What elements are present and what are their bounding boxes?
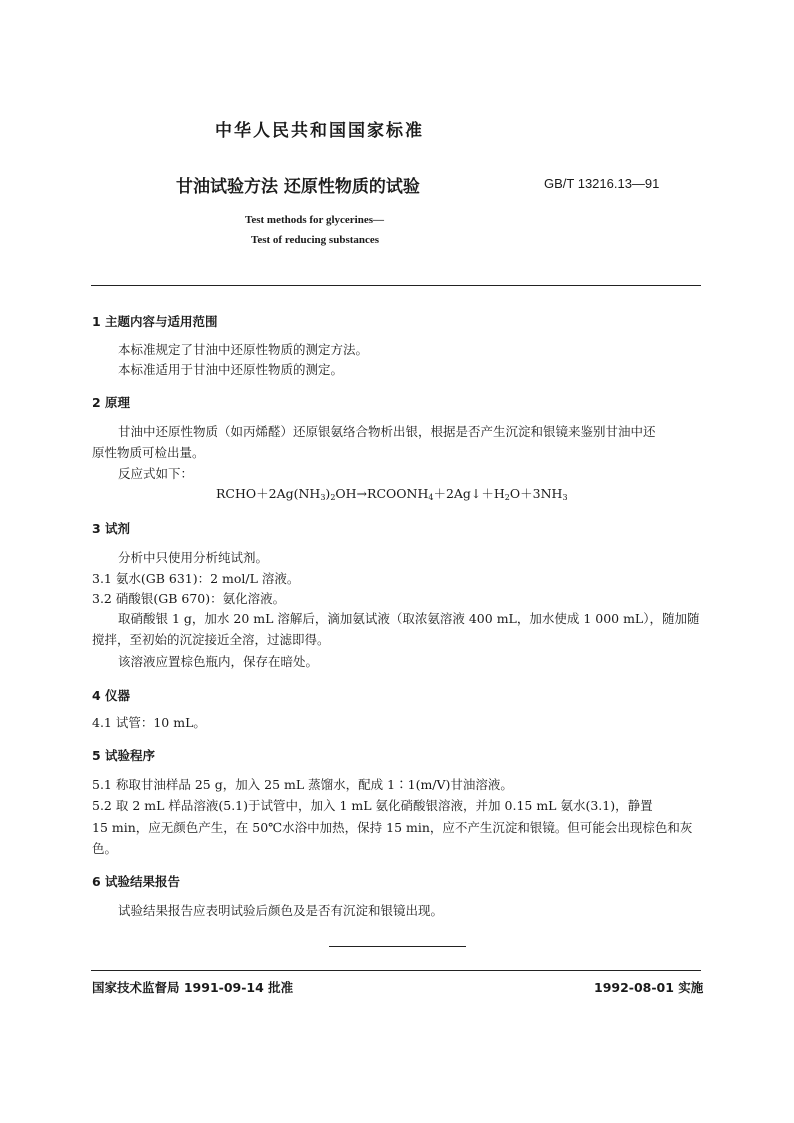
section-1-paragraph: 本标准适用于甘油中还原性物质的测定。 (118, 362, 344, 377)
section-2-paragraph: 甘油中还原性物质（如丙烯醛）还原银氨络合物析出银，根据是否产生沉淀和银镜来鉴别甘油中还 (118, 424, 656, 439)
section-3-heading: 3 试剂 (92, 521, 131, 536)
section-2-paragraph: 原性物质可检出量。 (92, 445, 205, 460)
section-4-heading: 4 仪器 (92, 688, 131, 703)
standard-org-title: 中华人民共和国国家标准 (215, 121, 424, 141)
section-5-heading: 5 试验程序 (92, 748, 156, 763)
section-3-item: 3.2 硝酸银(GB 670)：氨化溶液。 (92, 591, 286, 606)
section-3-paragraph: 搅拌，至初始的沉淀接近全溶，过滤即得。 (92, 632, 330, 647)
standard-title-en-1: Test methods for glycerines— (245, 214, 385, 226)
effective-date: 1992-08-01 实施 (594, 980, 704, 995)
section-3-paragraph: 该溶液应置棕色瓶内，保存在暗处。 (118, 654, 319, 669)
standard-code: GB/T 13216.13—91 (544, 176, 660, 191)
section-5-item: 5.2 取 2 mL 样品溶液(5.1)于试管中，加入 1 mL 氨化硝酸银溶液，并加 0.15 mL 氨水(3.1)，静置 (92, 798, 653, 813)
section-6-paragraph: 试验结果报告应表明试验后颜色及是否有沉淀和银镜出现。 (118, 903, 444, 918)
section-5-item: 15 min，应无颜色产生，在 50℃水浴中加热，保持 15 min，应不产生沉淀和银镜。但可能会出现棕色和灰 (92, 820, 693, 835)
section-4-item: 4.1 试管：10 mL。 (92, 715, 206, 730)
section-3-item: 3.1 氨水(GB 631)：2 mol/L 溶液。 (92, 571, 300, 586)
end-of-text-rule (329, 946, 466, 947)
section-5-item: 色。 (92, 841, 118, 856)
section-6-heading: 6 试验结果报告 (92, 874, 181, 889)
reaction-equation: $RCHO+2Ag(NH_3)_2OH\to RCOONH_4+2Ag↓+H_2O+3NH_3$ (216, 486, 568, 502)
section-1-paragraph: 本标准规定了甘油中还原性物质的测定方法。 (118, 342, 369, 357)
section-5-item: 5.1 称取甘油样品 25 g，加入 25 mL 蒸馏水，配成 1∶1(m/V)甘油溶液。 (92, 777, 513, 792)
section-3-paragraph: 取硝酸银 1 g，加水 20 mL 溶解后，滴加氨试液（取浓氨溶液 400 mL，加水使成 1 000 mL），随加随 (118, 611, 700, 626)
section-2-paragraph: 反应式如下： (118, 466, 194, 481)
standard-title-cn: 甘油试验方法 还原性物质的试验 (176, 177, 420, 197)
section-3-paragraph: 分析中只使用分析纯试剂。 (118, 550, 269, 565)
approval-date: 国家技术监督局 1991-09-14 批准 (92, 980, 294, 995)
section-2-heading: 2 原理 (92, 395, 131, 410)
footer-divider (91, 970, 701, 971)
header-divider (91, 285, 701, 286)
standard-title-en-2: Test of reducing substances (251, 234, 380, 246)
section-1-heading: 1 主题内容与适用范围 (92, 314, 218, 329)
